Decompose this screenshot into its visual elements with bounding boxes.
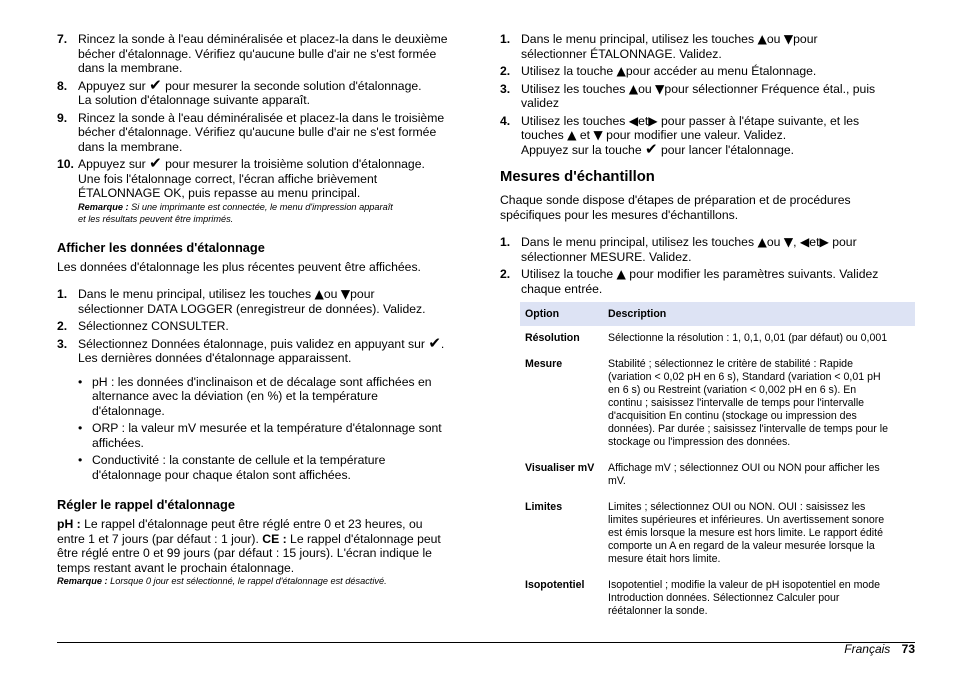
footer-divider: [57, 642, 915, 643]
step-text: Rincez la sonde à l'eau déminéralisée et placez-la dans le deuxième: [78, 32, 448, 46]
description-line: limites supérieures et inférieures. Un avertissement sonore: [608, 514, 885, 526]
footer-language: Français: [844, 642, 891, 656]
description-line: (variation < 0,02 pH en 6 s), Standard (variation < 0,01 pH: [608, 371, 881, 383]
table-row: [520, 495, 915, 573]
step-text: pour modifier une valeur. Validez.: [606, 128, 787, 142]
step-text: pour lancer l'étalonnage.: [660, 142, 795, 157]
step-number: 1.: [57, 287, 68, 301]
list-item-text: affichées.: [92, 435, 144, 450]
step-text: pour: [350, 287, 375, 301]
step-text: et: [579, 128, 591, 142]
step-text: Utilisez les touches: [521, 81, 626, 96]
arrow-up-icon: ▲: [616, 267, 626, 281]
arrow-down-icon: ▼: [655, 81, 665, 96]
description-cell: [603, 456, 915, 495]
step-number: 7.: [57, 32, 68, 46]
description-line: d'acquisition En continu (stockage ou impression des: [608, 410, 857, 422]
note-text: Si une imprimante est connectée, le menu d'impression apparaît: [131, 201, 393, 212]
checkmark-icon: ✔: [428, 333, 441, 352]
column-header: Description: [603, 302, 915, 326]
list-item-text: Conductivité : la constante de cellule et la température: [92, 453, 386, 467]
step-number: 3.: [57, 336, 68, 351]
option-cell: Isopotentiel: [525, 579, 585, 591]
description-line: Affichage mV ; sélectionnez OUI ou NON pour afficher les: [608, 462, 880, 474]
paragraph-text: Chaque sonde dispose d'étapes de préparation et de procédures: [500, 193, 851, 207]
step-text: et: [809, 235, 820, 249]
option-cell: Visualiser mV: [525, 462, 595, 474]
step-text: Sélectionnez Données étalonnage, puis validez en appuyant sur: [78, 336, 425, 351]
step-text: pour: [832, 235, 857, 249]
note-label: Remarque :: [78, 201, 129, 212]
option-cell: Limites: [525, 501, 563, 513]
step-number: 2.: [500, 64, 511, 78]
step-text: bécher d'étalonnage. Vérifiez qu'aucune bulle d'air ne s'est formée: [78, 46, 437, 61]
description-line: en 6 s) ou Restreint (variation < 0,002 pH en 6 s). En: [608, 384, 857, 396]
step-text: Dans le menu principal, utilisez les touches: [78, 287, 312, 301]
table-row: [520, 456, 915, 495]
page-footer: [844, 642, 915, 656]
step-number: 9.: [57, 110, 68, 125]
checkmark-icon: ✔: [149, 75, 162, 94]
step-text: ou: [323, 287, 338, 301]
description-line: mV.: [608, 475, 626, 487]
description-cell: [603, 326, 915, 352]
description-line: Isopotentiel ; modifie la valeur de pH isopotentiel en mode: [608, 579, 881, 591]
arrow-left-icon: ◀: [628, 113, 639, 128]
step-text: pour mesurer la seconde solution d'étalonnage.: [165, 78, 422, 93]
step-text: Appuyez sur: [78, 157, 146, 171]
description-cell: [603, 352, 915, 456]
section-heading: Afficher les données d'étalonnage: [57, 239, 265, 255]
step-8: [57, 75, 469, 108]
reminder-paragraph: [57, 517, 469, 587]
step-text: Dans le menu principal, utilisez les touches: [521, 235, 755, 249]
note-text: Lorsque 0 jour est sélectionné, le rappel d'étalonnage est désactivé.: [110, 576, 387, 586]
list-item: [78, 375, 469, 419]
table-row: [520, 326, 915, 352]
description-line: Introduction données. Sélectionnez Calculer pour: [608, 592, 840, 604]
options-table: [520, 302, 915, 625]
step-text: ,: [793, 235, 797, 249]
step-text: Utilisez la touche: [521, 64, 614, 78]
description-line: est émis lorsque la mesure est hors limite. Le rapport édité: [608, 527, 883, 539]
step-2: [500, 64, 915, 79]
step-text: pour mesurer la troisième solution d'étalonnage.: [165, 157, 425, 171]
step-text: chaque entrée.: [521, 281, 603, 296]
step-text: sélectionner ÉTALONNAGE. Validez.: [521, 46, 722, 61]
list-item: [78, 453, 469, 482]
step-1: [500, 235, 915, 264]
step-text: pour accéder au menu Étalonnage.: [625, 64, 817, 78]
bullet-icon: •: [78, 453, 83, 467]
step-1: [57, 287, 469, 316]
step-text: Les dernières données d'étalonnage apparaissent.: [78, 351, 352, 365]
list-item-text: ORP : la valeur mV mesurée et la température d'étalonnage sont: [92, 421, 442, 435]
step-text: ÉTALONNAGE OK, puis repasse au menu principal.: [78, 186, 361, 200]
note: [78, 201, 425, 213]
step-text: .: [440, 336, 445, 351]
arrow-right-icon: ▶: [819, 235, 829, 249]
step-number: 1.: [500, 235, 511, 249]
description-cell: [603, 495, 915, 573]
bullet-icon: •: [78, 374, 83, 389]
description-line: stockage ou l'impression des données.: [608, 436, 791, 448]
arrow-down-icon: ▼: [783, 235, 794, 249]
step-4: [500, 114, 915, 158]
step-7: [57, 32, 469, 76]
table-row: [520, 573, 915, 625]
step-10: [57, 154, 469, 225]
checkmark-icon: ✔: [645, 139, 658, 158]
step-text: Dans le menu principal, utilisez les touches: [521, 32, 755, 46]
paragraph-text: Le rappel d'étalonnage peut être réglé entre 0 et 23 heures, ou: [84, 517, 423, 531]
description-line: comporte un A en regard de la valeur mesurée lorsque la: [608, 540, 875, 552]
list-item-text: pH : les données d'inclinaison et de décalage sont affichées en: [92, 374, 432, 389]
step-text: sélectionner DATA LOGGER (enregistreur de données). Validez.: [78, 301, 426, 316]
section-heading: Régler le rappel d'étalonnage: [57, 497, 235, 512]
step-text: touches: [521, 128, 564, 142]
table-header-row: [520, 302, 915, 326]
section-intro: Les données d'étalonnage les plus récentes peuvent être affichées.: [57, 259, 421, 274]
step-number: 2.: [57, 319, 68, 333]
checkmark-icon: ✔: [149, 154, 162, 172]
step-number: 4.: [500, 113, 511, 128]
description-line: mesure était hors limite.: [608, 553, 721, 565]
description-line: Sélectionne la résolution : 1, 0,1, 0,01 (par défaut) ou 0,001: [608, 332, 888, 344]
step-number: 8.: [57, 78, 68, 93]
step-text: pour: [793, 32, 818, 46]
arrow-up-icon: ▲: [567, 128, 577, 142]
left-column: [57, 32, 469, 587]
step-text: dans la membrane.: [78, 139, 183, 154]
description-line: Limites ; sélectionnez OUI ou NON. OUI : saisissez les: [608, 501, 866, 513]
list-item: [78, 421, 469, 450]
description-line: réétalonner la sonde.: [608, 605, 708, 617]
step-text: Une fois l'étalonnage correct, l'écran affiche brièvement: [78, 171, 378, 186]
step-2: [500, 267, 915, 296]
paragraph-text: temps restant avant le prochain étalonnage.: [57, 560, 295, 575]
list-item-text: d'étalonnage pour chaque étalon sont affichées.: [92, 467, 351, 482]
step-3: [57, 333, 469, 366]
step-text: ou: [766, 235, 781, 249]
list-item-text: alternance avec la déviation (en %) et la température: [92, 389, 378, 403]
ph-label: pH :: [57, 517, 81, 531]
step-text: ou: [766, 32, 781, 46]
step-text: dans la membrane.: [78, 61, 183, 75]
section-heading: Mesures d'échantillon: [500, 169, 655, 185]
option-cell: Mesure: [525, 358, 563, 370]
bullet-list: [78, 375, 469, 483]
paragraph-text: être réglé entre 0 et 99 jours (par défaut : 15 jours). L'écran indique le: [57, 546, 432, 560]
arrow-up-icon: ▲: [757, 32, 767, 46]
step-9: [57, 111, 469, 155]
bullet-icon: •: [78, 421, 83, 435]
description-line: données). Par durée ; saisissez l'intervalle de temps pour le: [608, 423, 888, 435]
step-number: 1.: [500, 32, 511, 46]
description-line: Stabilité ; sélectionnez le critère de stabilité : Rapide: [608, 358, 853, 370]
step-text: pour sélectionner Fréquence étal., puis: [664, 81, 876, 96]
right-column: [500, 32, 915, 625]
step-text: La solution d'étalonnage suivante apparaît.: [78, 93, 311, 107]
step-text: pour modifier les paramètres suivants. Validez: [629, 267, 879, 281]
step-text: sélectionner MESURE. Validez.: [521, 249, 692, 264]
step-2: [57, 319, 469, 334]
step-text: Rincez la sonde à l'eau déminéralisée et placez-la dans le troisième: [78, 110, 445, 125]
step-number: 2.: [500, 267, 511, 281]
step-3: [500, 82, 915, 111]
arrow-up-icon: ▲: [616, 64, 626, 78]
description-line: continu ; saisissez l'intervalle de temps pour l'intervalle: [608, 397, 865, 409]
table-row: [520, 352, 915, 456]
page-number: 73: [901, 642, 915, 656]
arrow-up-icon: ▲: [314, 287, 324, 301]
paragraph-text: entre 1 et 7 jours (par défaut : 1 jour).: [57, 531, 259, 546]
step-text: Utilisez les touches: [521, 113, 626, 128]
note-text: et les résultats peuvent être imprimés.: [78, 213, 234, 224]
option-cell: Résolution: [525, 332, 580, 344]
ce-label: CE :: [262, 531, 287, 546]
arrow-down-icon: ▼: [783, 32, 794, 46]
step-text: Sélectionnez CONSULTER.: [78, 319, 229, 333]
arrow-up-icon: ▲: [757, 235, 767, 249]
arrow-right-icon: ▶: [648, 113, 658, 128]
column-header: Option: [520, 302, 603, 326]
step-text: Appuyez sur la touche: [521, 142, 642, 157]
note-label: Remarque :: [57, 576, 108, 586]
step-text: Utilisez la touche: [521, 267, 614, 281]
note: [57, 575, 469, 587]
step-text: Appuyez sur: [78, 78, 146, 93]
paragraph-text: Le rappel d'étalonnage peut: [290, 531, 441, 546]
step-1: [500, 32, 915, 61]
section-intro: [500, 193, 915, 222]
step-number: 3.: [500, 81, 511, 96]
step-number: 10.: [57, 157, 74, 171]
arrow-down-icon: ▼: [340, 287, 351, 301]
description-cell: [603, 573, 915, 625]
arrow-up-icon: ▲: [628, 81, 639, 96]
step-text: bécher d'étalonnage. Vérifiez qu'aucune bulle d'air ne s'est formée: [78, 125, 437, 139]
step-text: validez: [521, 96, 559, 110]
step-text: pour passer à l'étape suivante, et les: [661, 113, 860, 128]
step-text: ou: [638, 81, 652, 96]
step-text: et: [638, 113, 649, 128]
arrow-left-icon: ◀: [799, 235, 810, 249]
list-item-text: d'étalonnage.: [92, 403, 165, 418]
arrow-down-icon: ▼: [593, 128, 603, 142]
paragraph-text: spécifiques pour les mesures d'échantillons.: [500, 207, 739, 222]
